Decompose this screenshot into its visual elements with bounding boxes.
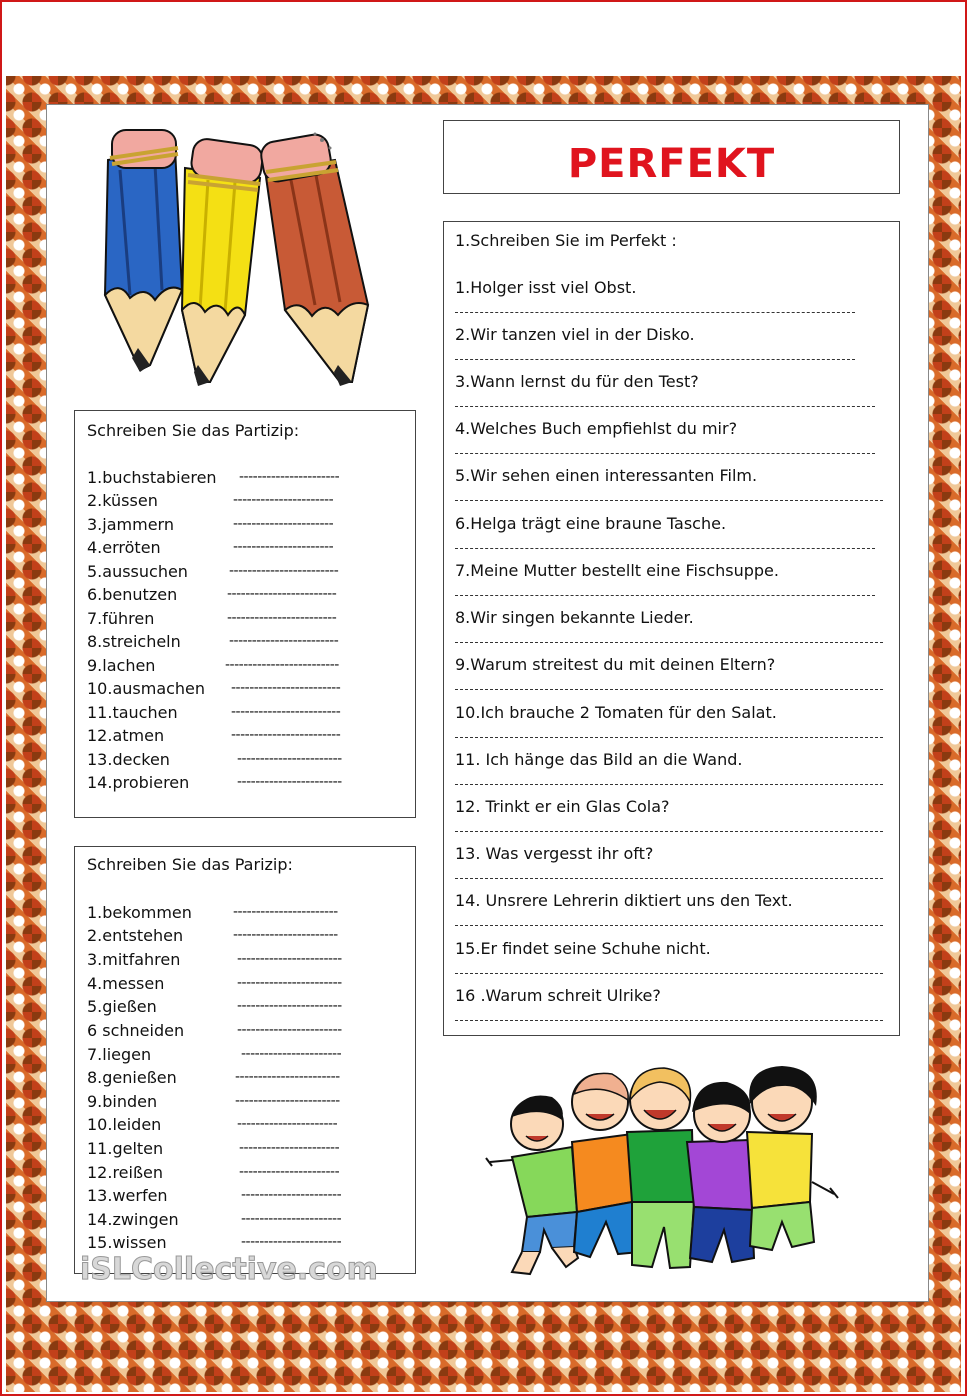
verb-label: 14.probieren: [87, 773, 190, 792]
answer-line: ----------------------: [239, 1164, 340, 1180]
answer-line: [455, 642, 883, 643]
verb-label: 12.reißen: [87, 1163, 164, 1182]
box-heading: Schreiben Sie das Parizip:: [87, 855, 293, 874]
watermark-text: iSLCollective.com: [80, 1252, 378, 1287]
page-title: PERFEKT: [567, 141, 776, 187]
answer-line: -----------------------: [233, 904, 338, 920]
verb-label: 10.leiden: [87, 1115, 162, 1134]
kids-illustration: [482, 1062, 842, 1282]
answer-line: ------------------------: [229, 633, 339, 649]
verb-label: 4.messen: [87, 974, 165, 993]
verb-label: 1.buchstabieren: [87, 468, 217, 487]
answer-line: [455, 831, 883, 832]
exercise-sentence: 5.Wir sehen einen interessanten Film.: [455, 466, 758, 485]
verb-label: 1.bekommen: [87, 903, 192, 922]
verb-label: 10.ausmachen: [87, 679, 206, 698]
answer-line: -----------------------: [237, 975, 342, 991]
exercise-sentence: 15.Er findet seine Schuhe nicht.: [455, 939, 711, 958]
verb-label: 8.genießen: [87, 1068, 177, 1087]
answer-line: ------------------------: [227, 586, 337, 602]
answer-line: [455, 595, 875, 596]
perfekt-exercise-box: [443, 221, 900, 1036]
exercise-sentence: 8.Wir singen bekannte Lieder.: [455, 608, 694, 627]
answer-line: [455, 406, 875, 407]
answer-line: -----------------------: [235, 1069, 340, 1085]
verb-label: 6 schneiden: [87, 1021, 185, 1040]
kid-blue-shorts: [486, 1096, 578, 1274]
kid-green-shirt: [627, 1068, 694, 1268]
answer-line: ------------------------: [227, 610, 337, 626]
answer-line: [455, 1020, 883, 1021]
partizip-box-1: [74, 410, 416, 818]
answer-line: [455, 925, 883, 926]
verb-label: 5.aussuchen: [87, 562, 188, 581]
exercise-sentence: 10.Ich brauche 2 Tomaten für den Salat.: [455, 703, 777, 722]
exercise-sentence: 7.Meine Mutter bestellt eine Fischsuppe.: [455, 561, 779, 580]
verb-label: 11.gelten: [87, 1139, 164, 1158]
verb-label: 12.atmen: [87, 726, 165, 745]
answer-line: ----------------------: [233, 492, 334, 508]
exercise-sentence: 12. Trinkt er ein Glas Cola?: [455, 797, 670, 816]
verb-label: 2.entstehen: [87, 926, 184, 945]
answer-line: [455, 689, 883, 690]
answer-line: ------------------------: [229, 563, 339, 579]
answer-line: ----------------------: [241, 1046, 342, 1062]
answer-line: ----------------------: [239, 469, 340, 485]
exercise-sentence: 11. Ich hänge das Bild an die Wand.: [455, 750, 743, 769]
partizip-box-2: [74, 846, 416, 1274]
exercise-sentence: 14. Unsrere Lehrerin diktiert uns den Text.: [455, 891, 793, 910]
kid-purple-shirt: [687, 1082, 754, 1262]
verb-label: 9.binden: [87, 1092, 158, 1111]
answer-line: ------------------------: [231, 727, 341, 743]
answer-line: ----------------------: [233, 516, 334, 532]
answer-line: -----------------------: [237, 774, 342, 790]
exercise-sentence: 4.Welches Buch empfiehlst du mir?: [455, 419, 738, 438]
verb-label: 3.mitfahren: [87, 950, 181, 969]
answer-line: ----------------------: [233, 539, 334, 555]
verb-label: 6.benutzen: [87, 585, 178, 604]
answer-line: [455, 312, 855, 313]
verb-label: 15.wissen: [87, 1233, 167, 1252]
exercise-sentence: 2.Wir tanzen viel in der Disko.: [455, 325, 695, 344]
pencils-illustration: [100, 120, 380, 390]
answer-line: -------------------------: [225, 657, 339, 673]
answer-line: -----------------------: [237, 998, 342, 1014]
answer-line: ----------------------: [239, 1140, 340, 1156]
kid-yellow-shirt: [747, 1066, 838, 1250]
answer-line: -----------------------: [237, 951, 342, 967]
answer-line: [455, 453, 875, 454]
answer-line: ----------------------: [237, 1116, 338, 1132]
answer-line: [455, 548, 875, 549]
verb-label: 13.werfen: [87, 1186, 168, 1205]
verb-label: 14.zwingen: [87, 1210, 179, 1229]
answer-line: -----------------------: [237, 751, 342, 767]
answer-line: -----------------------: [237, 1022, 342, 1038]
verb-label: 7.liegen: [87, 1045, 152, 1064]
exercise-sentence: 16 .Warum schreit Ulrike?: [455, 986, 661, 1005]
verb-label: 11.tauchen: [87, 703, 178, 722]
verb-label: 5.gießen: [87, 997, 157, 1016]
exercise-sentence: 13. Was vergesst ihr oft?: [455, 844, 654, 863]
answer-line: ----------------------: [241, 1187, 342, 1203]
box-heading: Schreiben Sie das Partizip:: [87, 421, 300, 440]
answer-line: ----------------------: [241, 1211, 342, 1227]
verb-label: 13.decken: [87, 750, 170, 769]
exercise-sentence: 3.Wann lernst du für den Test?: [455, 372, 699, 391]
verb-label: 4.erröten: [87, 538, 161, 557]
title-box: [443, 120, 900, 194]
answer-line: -----------------------: [233, 927, 338, 943]
answer-line: [455, 359, 855, 360]
answer-line: [455, 878, 883, 879]
answer-line: [455, 973, 883, 974]
verb-label: 9.lachen: [87, 656, 156, 675]
answer-line: ----------------------: [241, 1234, 342, 1250]
answer-line: [455, 784, 883, 785]
exercise-sentence: 1.Holger isst viel Obst.: [455, 278, 637, 297]
answer-line: ------------------------: [231, 680, 341, 696]
answer-line: [455, 737, 883, 738]
answer-line: [455, 500, 883, 501]
exercise-sentence: 6.Helga trägt eine braune Tasche.: [455, 514, 727, 533]
exercise-heading: 1.Schreiben Sie im Perfekt :: [455, 231, 677, 250]
exercise-sentence: 9.Warum streitest du mit deinen Eltern?: [455, 655, 776, 674]
yellow-pencil: [182, 137, 264, 386]
verb-label: 3.jammern: [87, 515, 174, 534]
verb-label: 7.führen: [87, 609, 155, 628]
answer-line: ------------------------: [231, 704, 341, 720]
answer-line: -----------------------: [235, 1093, 340, 1109]
blue-pencil: [105, 130, 182, 372]
verb-label: 2.küssen: [87, 491, 158, 510]
verb-label: 8.streicheln: [87, 632, 181, 651]
red-pencil: [259, 132, 368, 386]
